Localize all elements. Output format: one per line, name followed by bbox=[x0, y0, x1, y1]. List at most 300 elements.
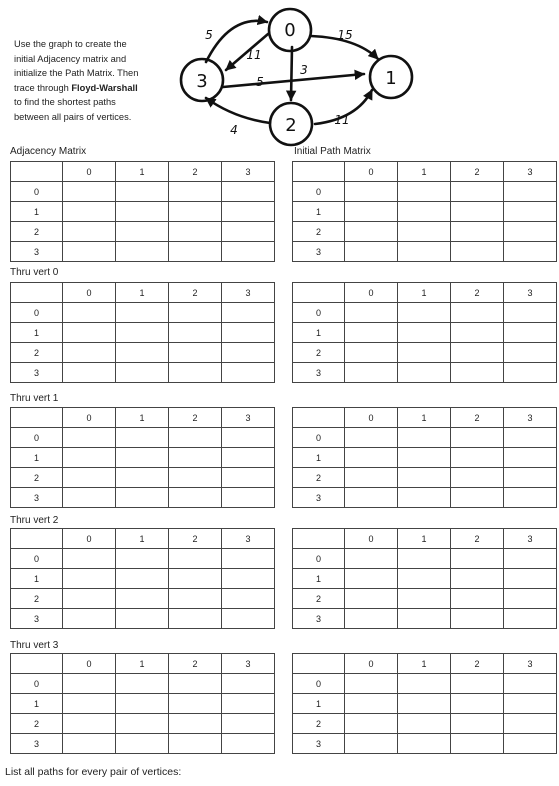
matrix-cell bbox=[504, 714, 557, 734]
right-matrix-4 bbox=[292, 653, 557, 754]
matrix-cell bbox=[451, 323, 504, 343]
column-header: 0 bbox=[345, 654, 398, 674]
matrix-cell bbox=[504, 182, 557, 202]
matrix-cell bbox=[345, 609, 398, 629]
matrix-cell bbox=[398, 242, 451, 262]
table-row bbox=[293, 589, 557, 609]
matrix-cell bbox=[222, 428, 275, 448]
matrix-cell bbox=[398, 714, 451, 734]
row-header: 3 bbox=[293, 734, 345, 754]
corner-cell bbox=[11, 408, 63, 428]
edge-2-3 bbox=[206, 98, 270, 123]
matrix-cell bbox=[504, 323, 557, 343]
column-header: 0 bbox=[63, 283, 116, 303]
weight-2-3: 4 bbox=[230, 123, 238, 137]
table-row bbox=[11, 202, 275, 222]
table-row bbox=[293, 569, 557, 589]
column-header: 0 bbox=[345, 283, 398, 303]
table-row bbox=[11, 674, 275, 694]
row-header: 3 bbox=[11, 363, 63, 383]
right-matrix-1 bbox=[292, 282, 557, 383]
row-header: 2 bbox=[293, 714, 345, 734]
column-header: 3 bbox=[222, 408, 275, 428]
table-row bbox=[293, 323, 557, 343]
matrix-cell bbox=[451, 242, 504, 262]
column-header: 0 bbox=[63, 408, 116, 428]
weight-3-1: 5 bbox=[256, 75, 264, 89]
matrix-cell bbox=[222, 448, 275, 468]
table-row bbox=[293, 468, 557, 488]
matrix-cell bbox=[222, 674, 275, 694]
matrix-cell bbox=[345, 428, 398, 448]
matrix-cell bbox=[63, 714, 116, 734]
matrix-cell bbox=[169, 488, 222, 508]
matrix-cell bbox=[169, 428, 222, 448]
table-row bbox=[293, 549, 557, 569]
table-row bbox=[11, 242, 275, 262]
corner-cell bbox=[293, 162, 345, 182]
matrix-cell bbox=[116, 363, 169, 383]
table-row bbox=[11, 569, 275, 589]
matrix-cell bbox=[451, 549, 504, 569]
row-header: 1 bbox=[293, 323, 345, 343]
row-header: 0 bbox=[11, 303, 63, 323]
algorithm-name: Floyd-Warshall bbox=[71, 82, 138, 93]
matrix-cell bbox=[63, 694, 116, 714]
matrix-cell bbox=[345, 363, 398, 383]
row-header: 2 bbox=[11, 343, 63, 363]
row-header: 0 bbox=[11, 182, 63, 202]
column-header: 1 bbox=[116, 162, 169, 182]
matrix-cell bbox=[398, 428, 451, 448]
matrix-cell bbox=[116, 448, 169, 468]
table-row bbox=[293, 448, 557, 468]
row-header: 1 bbox=[11, 323, 63, 343]
column-header: 0 bbox=[345, 408, 398, 428]
row-header: 2 bbox=[293, 343, 345, 363]
section-label: Initial Path Matrix bbox=[294, 146, 371, 157]
matrix-cell bbox=[222, 549, 275, 569]
matrix-cell bbox=[504, 363, 557, 383]
matrix-cell bbox=[169, 468, 222, 488]
row-header: 3 bbox=[11, 609, 63, 629]
matrix-cell bbox=[116, 734, 169, 754]
row-header: 1 bbox=[11, 448, 63, 468]
matrix-cell bbox=[63, 343, 116, 363]
column-header: 2 bbox=[451, 162, 504, 182]
matrix-cell bbox=[169, 363, 222, 383]
matrix-cell bbox=[63, 674, 116, 694]
column-header: 0 bbox=[345, 162, 398, 182]
corner-cell bbox=[293, 654, 345, 674]
row-header: 0 bbox=[11, 674, 63, 694]
left-matrix-1 bbox=[10, 282, 275, 383]
table-row bbox=[11, 609, 275, 629]
column-header: 2 bbox=[451, 408, 504, 428]
matrix-cell bbox=[222, 694, 275, 714]
row-header: 2 bbox=[11, 714, 63, 734]
weight-0-3: 5 bbox=[205, 28, 213, 42]
column-header: 3 bbox=[504, 654, 557, 674]
matrix-cell bbox=[398, 569, 451, 589]
column-header: 3 bbox=[504, 283, 557, 303]
matrix-cell bbox=[116, 323, 169, 343]
table-row bbox=[11, 222, 275, 242]
matrix-cell bbox=[345, 589, 398, 609]
matrix-cell bbox=[451, 343, 504, 363]
matrix-cell bbox=[169, 343, 222, 363]
matrix-cell bbox=[451, 488, 504, 508]
column-header: 1 bbox=[116, 529, 169, 549]
matrix-cell bbox=[504, 242, 557, 262]
matrix-cell bbox=[451, 589, 504, 609]
table-row bbox=[293, 363, 557, 383]
matrix-cell bbox=[398, 222, 451, 242]
matrix-cell bbox=[345, 674, 398, 694]
instructions-line-2: initial Adjacency matrix and bbox=[14, 53, 127, 64]
matrix-cell bbox=[63, 448, 116, 468]
header-row bbox=[293, 283, 557, 303]
matrix-cell bbox=[222, 589, 275, 609]
left-matrix-0 bbox=[10, 161, 275, 262]
column-header: 2 bbox=[169, 654, 222, 674]
matrix-cell bbox=[222, 202, 275, 222]
column-header: 3 bbox=[504, 529, 557, 549]
table-row bbox=[11, 549, 275, 569]
matrix-cell bbox=[222, 363, 275, 383]
matrix-cell bbox=[451, 609, 504, 629]
matrix-cell bbox=[116, 202, 169, 222]
edge-0-2 bbox=[291, 47, 292, 100]
section-label: Thru vert 0 bbox=[10, 267, 59, 278]
matrix-cell bbox=[504, 303, 557, 323]
matrix-cell bbox=[451, 428, 504, 448]
table-row bbox=[293, 488, 557, 508]
table-row bbox=[293, 694, 557, 714]
row-header: 2 bbox=[293, 589, 345, 609]
column-header: 3 bbox=[222, 283, 275, 303]
row-header: 1 bbox=[293, 448, 345, 468]
table-row bbox=[11, 303, 275, 323]
vertex-2-label: 2 bbox=[285, 115, 297, 136]
matrix-cell bbox=[169, 323, 222, 343]
table-row bbox=[11, 363, 275, 383]
row-header: 1 bbox=[293, 694, 345, 714]
matrix-cell bbox=[63, 242, 116, 262]
matrix-cell bbox=[398, 182, 451, 202]
header-row bbox=[11, 408, 275, 428]
matrix-cell bbox=[398, 609, 451, 629]
matrix-cell bbox=[63, 589, 116, 609]
matrix-cell bbox=[345, 694, 398, 714]
matrix-cell bbox=[398, 694, 451, 714]
column-header: 3 bbox=[504, 408, 557, 428]
matrix-cell bbox=[116, 468, 169, 488]
left-matrix-3 bbox=[10, 528, 275, 629]
left-matrix-4 bbox=[10, 653, 275, 754]
matrix-cell bbox=[63, 323, 116, 343]
matrix-cell bbox=[222, 488, 275, 508]
table-row bbox=[11, 428, 275, 448]
matrix-cell bbox=[222, 222, 275, 242]
edge-3-1 bbox=[223, 74, 364, 87]
matrix-cell bbox=[116, 182, 169, 202]
matrix-cell bbox=[345, 242, 398, 262]
row-header: 0 bbox=[293, 428, 345, 448]
matrix-cell bbox=[116, 714, 169, 734]
row-header: 2 bbox=[293, 222, 345, 242]
table-row bbox=[293, 428, 557, 448]
row-header: 3 bbox=[293, 609, 345, 629]
matrix-cell bbox=[116, 242, 169, 262]
row-header: 3 bbox=[293, 363, 345, 383]
row-header: 1 bbox=[11, 694, 63, 714]
matrix-cell bbox=[169, 609, 222, 629]
table-row bbox=[293, 222, 557, 242]
column-header: 1 bbox=[398, 283, 451, 303]
matrix-cell bbox=[345, 549, 398, 569]
header-row bbox=[11, 529, 275, 549]
header-row bbox=[293, 654, 557, 674]
instructions-line-5: to find the shortest paths bbox=[14, 97, 116, 108]
row-header: 2 bbox=[11, 222, 63, 242]
table-row bbox=[293, 202, 557, 222]
section-label: Thru vert 1 bbox=[10, 393, 59, 404]
table-row bbox=[11, 589, 275, 609]
matrix-cell bbox=[116, 343, 169, 363]
weight-0-2: 3 bbox=[300, 63, 308, 77]
matrix-cell bbox=[504, 428, 557, 448]
matrix-cell bbox=[504, 549, 557, 569]
row-header: 2 bbox=[293, 468, 345, 488]
row-header: 0 bbox=[11, 549, 63, 569]
matrix-cell bbox=[398, 202, 451, 222]
column-header: 0 bbox=[345, 529, 398, 549]
matrix-cell bbox=[169, 589, 222, 609]
column-header: 2 bbox=[451, 654, 504, 674]
matrix-cell bbox=[63, 549, 116, 569]
matrix-cell bbox=[345, 323, 398, 343]
matrix-cell bbox=[63, 363, 116, 383]
table-row bbox=[11, 488, 275, 508]
matrix-cell bbox=[451, 363, 504, 383]
column-header: 1 bbox=[398, 654, 451, 674]
weight-0-1: 15 bbox=[337, 28, 353, 42]
header-row bbox=[11, 162, 275, 182]
matrix-cell bbox=[504, 343, 557, 363]
row-header: 1 bbox=[293, 202, 345, 222]
matrix-cell bbox=[451, 222, 504, 242]
row-header: 2 bbox=[11, 468, 63, 488]
matrix-cell bbox=[398, 734, 451, 754]
row-header: 1 bbox=[11, 202, 63, 222]
matrix-cell bbox=[116, 674, 169, 694]
section-label: Adjacency Matrix bbox=[10, 146, 87, 157]
matrix-cell bbox=[169, 303, 222, 323]
footer-prompt: List all paths for every pair of vertices: bbox=[5, 766, 182, 778]
matrix-cell bbox=[398, 363, 451, 383]
matrix-cell bbox=[169, 569, 222, 589]
matrix-cell bbox=[504, 694, 557, 714]
instructions-line-4-prefix: trace through bbox=[14, 82, 72, 93]
table-row bbox=[11, 468, 275, 488]
matrix-cell bbox=[398, 343, 451, 363]
matrix-cell bbox=[398, 549, 451, 569]
matrix-cell bbox=[222, 182, 275, 202]
column-header: 1 bbox=[398, 408, 451, 428]
table-row bbox=[11, 182, 275, 202]
matrix-cell bbox=[222, 609, 275, 629]
row-header: 2 bbox=[11, 589, 63, 609]
matrix-cell bbox=[451, 303, 504, 323]
corner-cell bbox=[293, 408, 345, 428]
table-row bbox=[293, 182, 557, 202]
matrix-cell bbox=[169, 549, 222, 569]
matrix-cell bbox=[398, 589, 451, 609]
matrix-cell bbox=[63, 488, 116, 508]
weight-3-0: 11 bbox=[246, 48, 262, 62]
matrix-cell bbox=[345, 182, 398, 202]
matrix-cell bbox=[116, 222, 169, 242]
matrix-cell bbox=[451, 674, 504, 694]
matrix-cell bbox=[451, 448, 504, 468]
matrix-cell bbox=[504, 589, 557, 609]
corner-cell bbox=[11, 162, 63, 182]
column-header: 2 bbox=[169, 283, 222, 303]
corner-cell bbox=[11, 654, 63, 674]
table-row bbox=[11, 734, 275, 754]
column-header: 2 bbox=[169, 529, 222, 549]
table-row bbox=[293, 343, 557, 363]
matrix-cell bbox=[451, 714, 504, 734]
matrix-cell bbox=[345, 714, 398, 734]
matrix-cell bbox=[222, 343, 275, 363]
row-header: 0 bbox=[11, 428, 63, 448]
matrix-cell bbox=[116, 488, 169, 508]
matrix-cell bbox=[222, 714, 275, 734]
matrix-cell bbox=[169, 714, 222, 734]
row-header: 0 bbox=[293, 549, 345, 569]
table-row bbox=[11, 714, 275, 734]
matrix-cell bbox=[169, 222, 222, 242]
column-header: 0 bbox=[63, 529, 116, 549]
table-row bbox=[293, 609, 557, 629]
weight-2-1: 11 bbox=[334, 113, 350, 127]
table-row bbox=[11, 694, 275, 714]
matrix-cell bbox=[451, 468, 504, 488]
matrix-cell bbox=[116, 569, 169, 589]
table-row bbox=[11, 448, 275, 468]
row-header: 3 bbox=[11, 242, 63, 262]
column-header: 2 bbox=[169, 162, 222, 182]
vertex-3-label: 3 bbox=[196, 71, 208, 92]
instructions bbox=[14, 37, 179, 125]
matrix-cell bbox=[116, 428, 169, 448]
column-header: 3 bbox=[222, 654, 275, 674]
corner-cell bbox=[293, 529, 345, 549]
matrix-cell bbox=[222, 468, 275, 488]
table-row bbox=[11, 323, 275, 343]
column-header: 1 bbox=[116, 283, 169, 303]
matrix-cell bbox=[116, 694, 169, 714]
column-header: 1 bbox=[398, 529, 451, 549]
matrix-cell bbox=[63, 428, 116, 448]
column-header: 2 bbox=[451, 529, 504, 549]
column-header: 0 bbox=[63, 162, 116, 182]
matrix-cell bbox=[222, 323, 275, 343]
row-header: 3 bbox=[293, 242, 345, 262]
table-row bbox=[293, 242, 557, 262]
matrix-cell bbox=[345, 202, 398, 222]
matrix-cell bbox=[398, 674, 451, 694]
matrix-cell bbox=[222, 734, 275, 754]
graph-diagram bbox=[172, 2, 422, 150]
matrix-cell bbox=[116, 549, 169, 569]
row-header: 3 bbox=[11, 734, 63, 754]
column-header: 2 bbox=[169, 408, 222, 428]
matrix-cell bbox=[398, 303, 451, 323]
matrix-cell bbox=[169, 674, 222, 694]
matrix-cell bbox=[63, 569, 116, 589]
matrix-cell bbox=[116, 609, 169, 629]
matrix-cell bbox=[504, 448, 557, 468]
table-row bbox=[293, 303, 557, 323]
column-header: 3 bbox=[222, 162, 275, 182]
instructions-line-3: initialize the Path Matrix. Then bbox=[14, 68, 139, 79]
matrix-cell bbox=[451, 569, 504, 589]
corner-cell bbox=[11, 283, 63, 303]
table-row bbox=[11, 343, 275, 363]
column-header: 2 bbox=[451, 283, 504, 303]
matrix-cell bbox=[63, 609, 116, 629]
matrix-cell bbox=[222, 242, 275, 262]
header-row bbox=[11, 283, 275, 303]
matrix-cell bbox=[345, 448, 398, 468]
instructions-line-1: Use the graph to create the bbox=[14, 39, 127, 49]
column-header: 1 bbox=[116, 408, 169, 428]
matrix-cell bbox=[398, 468, 451, 488]
instructions-line-4 bbox=[14, 81, 179, 96]
matrix-cell bbox=[451, 182, 504, 202]
vertex-1-label: 1 bbox=[385, 68, 397, 89]
corner-cell bbox=[293, 283, 345, 303]
matrix-cell bbox=[222, 303, 275, 323]
matrix-cell bbox=[169, 242, 222, 262]
matrix-cell bbox=[63, 182, 116, 202]
row-header: 1 bbox=[293, 569, 345, 589]
matrix-cell bbox=[63, 303, 116, 323]
header-row bbox=[293, 162, 557, 182]
column-header: 3 bbox=[222, 529, 275, 549]
right-matrix-0 bbox=[292, 161, 557, 262]
header-row bbox=[11, 654, 275, 674]
matrix-cell bbox=[169, 202, 222, 222]
left-matrix-2 bbox=[10, 407, 275, 508]
right-matrix-3 bbox=[292, 528, 557, 629]
matrix-cell bbox=[169, 182, 222, 202]
section-label: Thru vert 2 bbox=[10, 515, 59, 526]
row-header: 0 bbox=[293, 674, 345, 694]
column-header: 1 bbox=[116, 654, 169, 674]
row-header: 0 bbox=[293, 303, 345, 323]
matrix-cell bbox=[116, 303, 169, 323]
row-header: 3 bbox=[11, 488, 63, 508]
row-header: 3 bbox=[293, 488, 345, 508]
matrix-cell bbox=[345, 222, 398, 242]
matrix-cell bbox=[504, 488, 557, 508]
column-header: 1 bbox=[398, 162, 451, 182]
table-row bbox=[293, 714, 557, 734]
